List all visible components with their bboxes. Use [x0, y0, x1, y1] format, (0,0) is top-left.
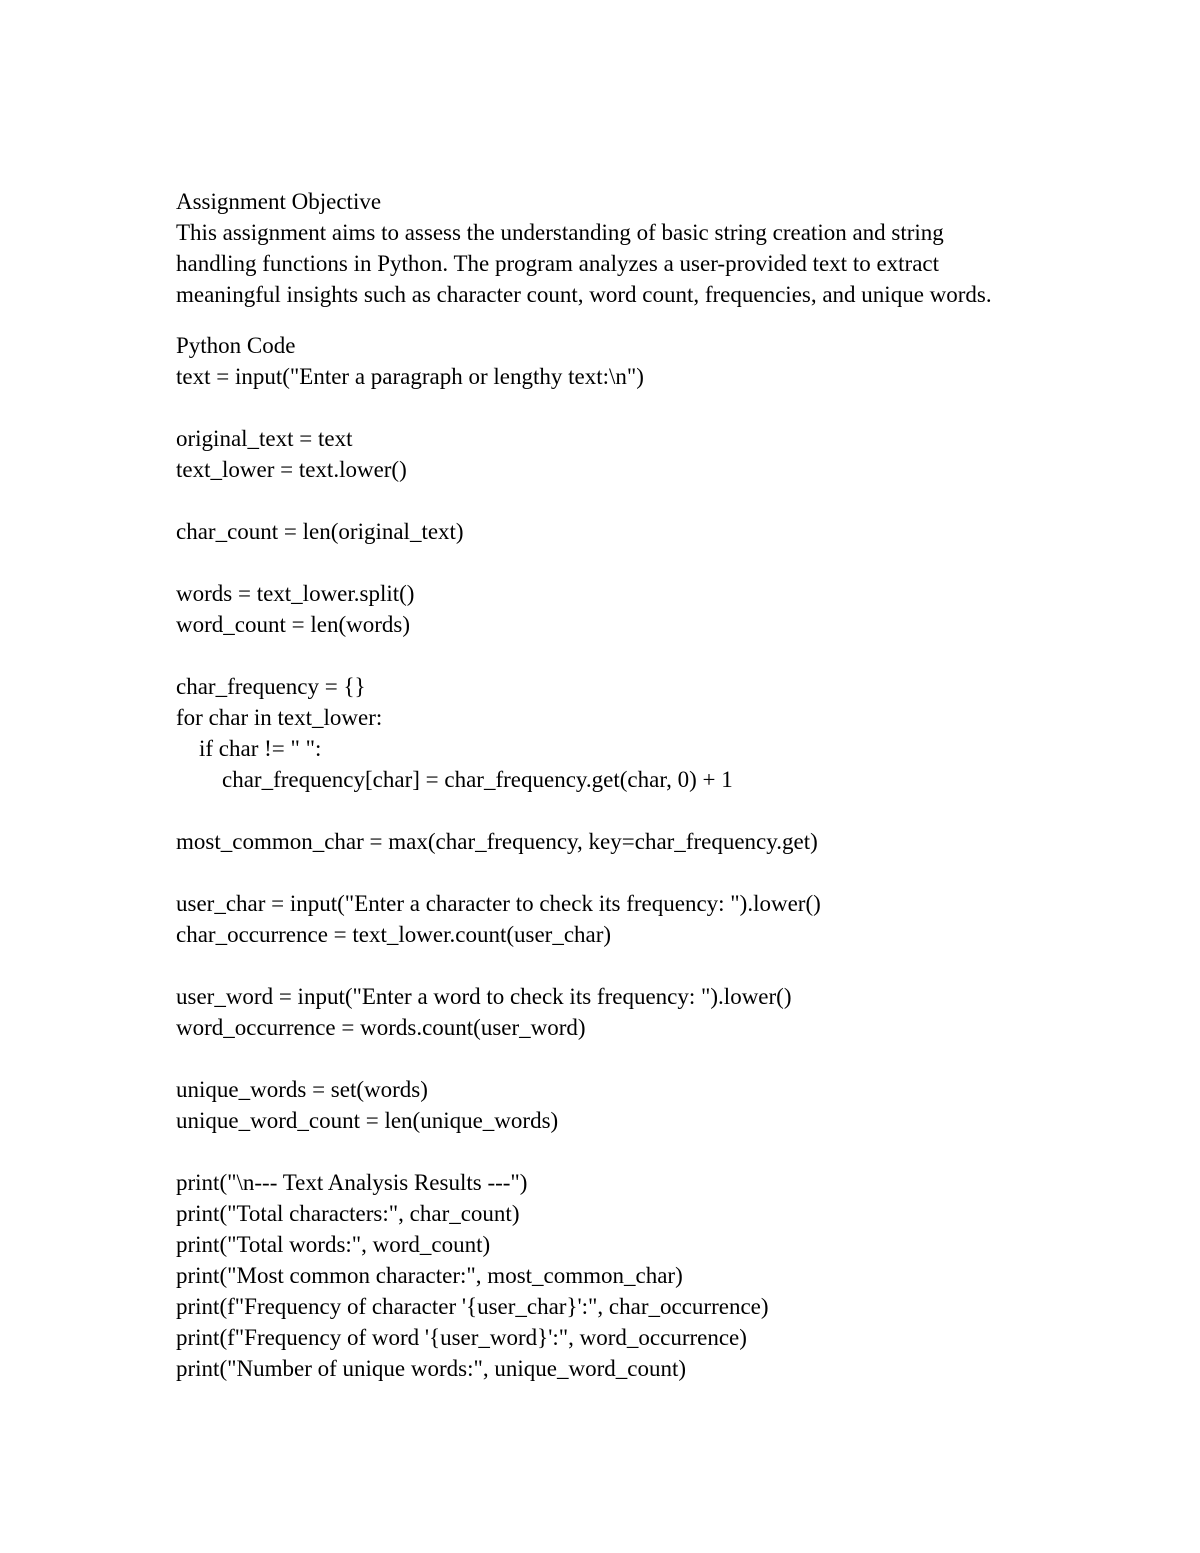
- objective-line: This assignment aims to assess the understanding of basic string creation and string: [176, 220, 944, 245]
- code-line: unique_words = set(words): [176, 1077, 428, 1102]
- code-line: print("\n--- Text Analysis Results ---"): [176, 1170, 528, 1195]
- code-line: char_frequency = {}: [176, 674, 366, 699]
- code-line: text = input("Enter a paragraph or lengthy text:\n"): [176, 364, 644, 389]
- section-spacer: [176, 310, 1076, 330]
- code-blank-line: [176, 640, 1076, 671]
- code-heading: Python Code: [176, 333, 296, 358]
- code-line: print(f"Frequency of word '{user_word}':", word_occurrence): [176, 1325, 747, 1350]
- code-line: print("Number of unique words:", unique_word_count): [176, 1356, 686, 1381]
- code-blank-line: [176, 795, 1076, 826]
- code-blank-line: [176, 857, 1076, 888]
- code-line: original_text = text: [176, 426, 353, 451]
- code-line: print("Most common character:", most_common_char): [176, 1263, 683, 1288]
- code-line: user_word = input("Enter a word to check its frequency: ").lower(): [176, 984, 792, 1009]
- code-blank-line: [176, 547, 1076, 578]
- code-line: char_count = len(original_text): [176, 519, 464, 544]
- code-line: if char != " ":: [176, 736, 322, 761]
- code-blank-line: [176, 1043, 1076, 1074]
- code-line: words = text_lower.split(): [176, 581, 415, 606]
- code-blank-line: [176, 1136, 1076, 1167]
- code-line: print("Total words:", word_count): [176, 1232, 491, 1257]
- objective-line: meaningful insights such as character count, word count, frequencies, and unique words.: [176, 282, 992, 307]
- document-body: [176, 186, 1076, 1384]
- code-block: [176, 361, 1076, 1384]
- code-blank-line: [176, 485, 1076, 516]
- code-line: print("Total characters:", char_count): [176, 1201, 520, 1226]
- code-line: word_count = len(words): [176, 612, 410, 637]
- code-blank-line: [176, 392, 1076, 423]
- code-line: char_occurrence = text_lower.count(user_char): [176, 922, 612, 947]
- code-blank-line: [176, 950, 1076, 981]
- code-line: unique_word_count = len(unique_words): [176, 1108, 559, 1133]
- objective-heading: Assignment Objective: [176, 189, 382, 214]
- code-line: for char in text_lower:: [176, 705, 383, 730]
- code-line: most_common_char = max(char_frequency, key=char_frequency.get): [176, 829, 818, 854]
- objective-line: handling functions in Python. The program analyzes a user-provided text to extract: [176, 251, 940, 276]
- code-line: word_occurrence = words.count(user_word): [176, 1015, 586, 1040]
- code-line: text_lower = text.lower(): [176, 457, 407, 482]
- code-line: char_frequency[char] = char_frequency.get(char, 0) + 1: [176, 767, 733, 792]
- code-line: print(f"Frequency of character '{user_char}':", char_occurrence): [176, 1294, 769, 1319]
- code-line: user_char = input("Enter a character to check its frequency: ").lower(): [176, 891, 821, 916]
